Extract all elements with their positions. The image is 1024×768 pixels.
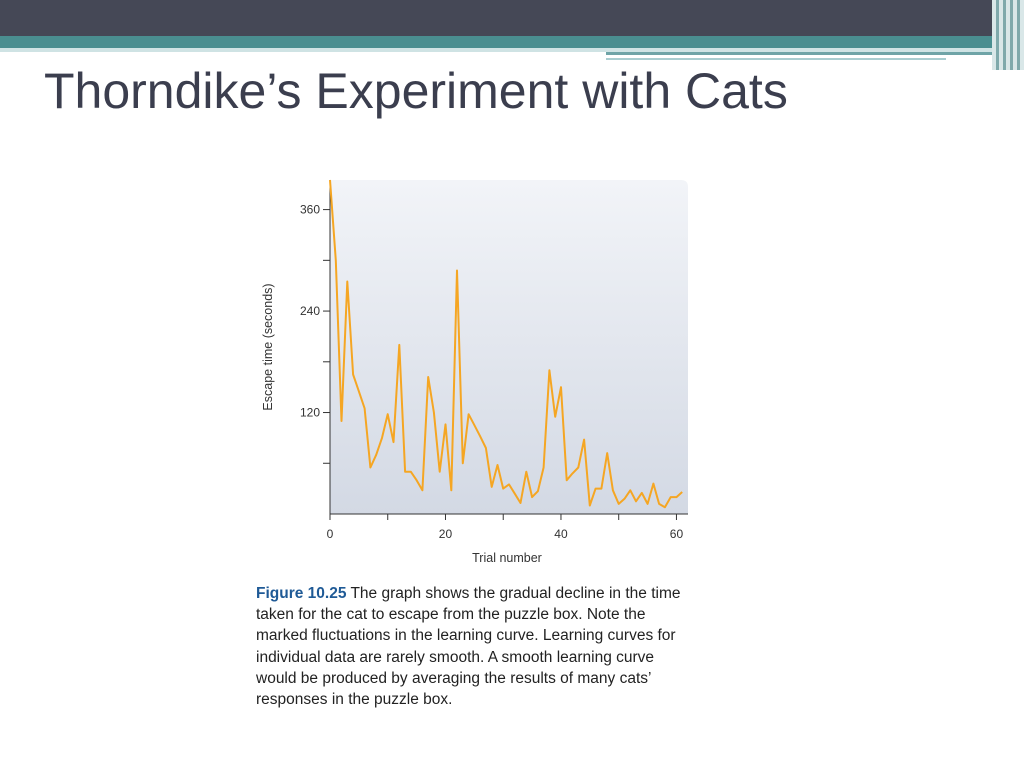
plot-background bbox=[330, 180, 688, 514]
x-axis-ticks bbox=[327, 514, 684, 541]
y-axis-label: Escape time (seconds) bbox=[261, 283, 275, 411]
y-tick-label: 240 bbox=[299, 304, 320, 319]
escape-time-chart bbox=[250, 172, 700, 572]
x-tick-label: 40 bbox=[554, 527, 568, 541]
x-tick-label: 20 bbox=[438, 527, 453, 541]
slide-title: Thorndike’s Experiment with Cats bbox=[44, 63, 788, 119]
slide-accent-line bbox=[606, 52, 1024, 55]
slide-accent-line-thin bbox=[606, 58, 946, 60]
x-tick-label: 0 bbox=[326, 527, 334, 541]
figure-caption bbox=[256, 583, 696, 710]
slide-top-bar bbox=[0, 0, 1024, 36]
slide-teal-band bbox=[0, 36, 1024, 48]
slide-corner-tab bbox=[992, 0, 1024, 70]
x-axis-label: Trial number bbox=[472, 551, 542, 565]
y-axis-ticks bbox=[300, 203, 330, 464]
x-tick-label: 60 bbox=[669, 527, 684, 541]
y-tick-label: 360 bbox=[299, 202, 320, 217]
y-tick-label: 120 bbox=[299, 405, 320, 420]
caption-text: The graph shows the gradual decline in the time taken for the cat to escape from the puzzle box. Note the marked fluctuations in the learning curve. Learning curves for individual data are rarely smooth. A smooth learning curve would be produced by averaging the results of many cats’ responses in the puzzle box. bbox=[256, 585, 681, 709]
figure-label: Figure 10.25 bbox=[256, 585, 347, 602]
